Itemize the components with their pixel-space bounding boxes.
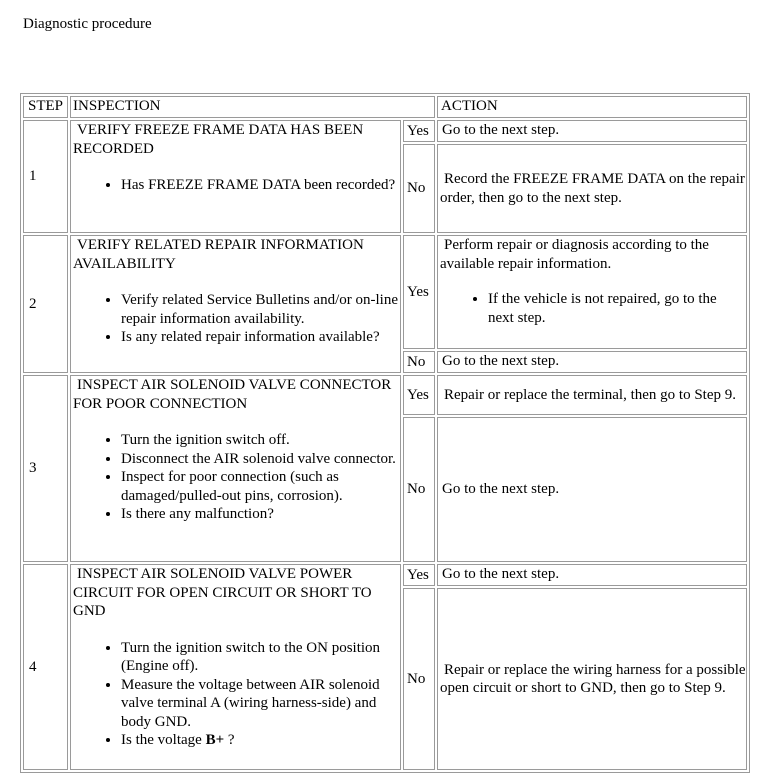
- step-heading: INSPECT AIR SOLENOID VALVE POWER CIRCUIT FOR OPEN CIRCUIT OR SHORT TO GND: [73, 566, 372, 619]
- list-item: • Inspect for poor connection (such as damaged/pulled-out pins, corrosion).: [121, 468, 400, 505]
- no-label: No: [403, 351, 435, 373]
- list-item: • Turn the ignition switch off.: [121, 431, 400, 450]
- header-step: STEP: [23, 96, 68, 118]
- inspection-list: [73, 176, 400, 195]
- list-item: • Is any related repair information available?: [121, 328, 400, 347]
- step-number: 4: [23, 564, 68, 770]
- list-item: • Measure the voltage between AIR solenoid valve terminal A (wiring harness-side) and body GND.: [121, 676, 400, 732]
- yes-action: Perform repair or diagnosis according to the available repair information. • If the vehicle is not repaired, go to the next step.: [437, 235, 747, 349]
- inspection-list: [73, 431, 400, 524]
- inspection-cell: [70, 564, 401, 770]
- step-heading: VERIFY FREEZE FRAME DATA HAS BEEN RECORDED: [73, 122, 364, 157]
- yes-label: Yes: [403, 564, 435, 586]
- no-label: No: [403, 588, 435, 770]
- no-action: Go to the next step.: [437, 351, 747, 373]
- yes-action: Go to the next step.: [437, 564, 747, 586]
- inspection-cell: [70, 235, 401, 373]
- list-item: • Disconnect the AIR solenoid valve connector.: [121, 450, 400, 469]
- list-item: • Has FREEZE FRAME DATA been recorded?: [121, 176, 400, 195]
- page-title: Diagnostic procedure: [23, 16, 152, 32]
- yes-action: Repair or replace the terminal, then go to Step 9.: [437, 375, 747, 415]
- inspection-cell: [70, 120, 401, 233]
- table-row: [23, 120, 747, 142]
- header-row: [23, 96, 747, 118]
- action-list: [440, 290, 746, 327]
- no-action: Go to the next step.: [437, 417, 747, 562]
- inspection-list: [73, 291, 400, 347]
- no-action: Record the FREEZE FRAME DATA on the repair order, then go to the next step.: [437, 144, 747, 233]
- header-action: ACTION: [437, 96, 747, 118]
- list-item: • Verify related Service Bulletins and/or on-line repair information availability.: [121, 291, 400, 328]
- inspection-cell: [70, 375, 401, 562]
- step-heading: INSPECT AIR SOLENOID VALVE CONNECTOR FOR POOR CONNECTION: [73, 377, 392, 412]
- table-row: [23, 235, 747, 349]
- yes-action: Go to the next step.: [437, 120, 747, 142]
- no-label: No: [403, 144, 435, 233]
- inspection-list: [73, 639, 400, 750]
- yes-label: Yes: [403, 120, 435, 142]
- step-heading: VERIFY RELATED REPAIR INFORMATION AVAILABILITY: [73, 237, 364, 272]
- table-row: [23, 375, 747, 415]
- list-item: • If the vehicle is not repaired, go to the next step.: [488, 290, 746, 327]
- table-row: [23, 564, 747, 586]
- no-action: Repair or replace the wiring harness for a possible open circuit or short to GND, then go to Step 9.: [437, 588, 747, 770]
- yes-label: Yes: [403, 235, 435, 349]
- step-number: 2: [23, 235, 68, 373]
- list-item: • Is the voltage B+ ?: [121, 731, 400, 750]
- header-inspection: INSPECTION: [70, 96, 435, 118]
- no-label: No: [403, 417, 435, 562]
- yes-label: Yes: [403, 375, 435, 415]
- step-number: 1: [23, 120, 68, 233]
- diagnostic-table: [20, 93, 750, 773]
- list-item: • Is there any malfunction?: [121, 505, 400, 524]
- step-number: 3: [23, 375, 68, 562]
- list-item: • Turn the ignition switch to the ON position (Engine off).: [121, 639, 400, 676]
